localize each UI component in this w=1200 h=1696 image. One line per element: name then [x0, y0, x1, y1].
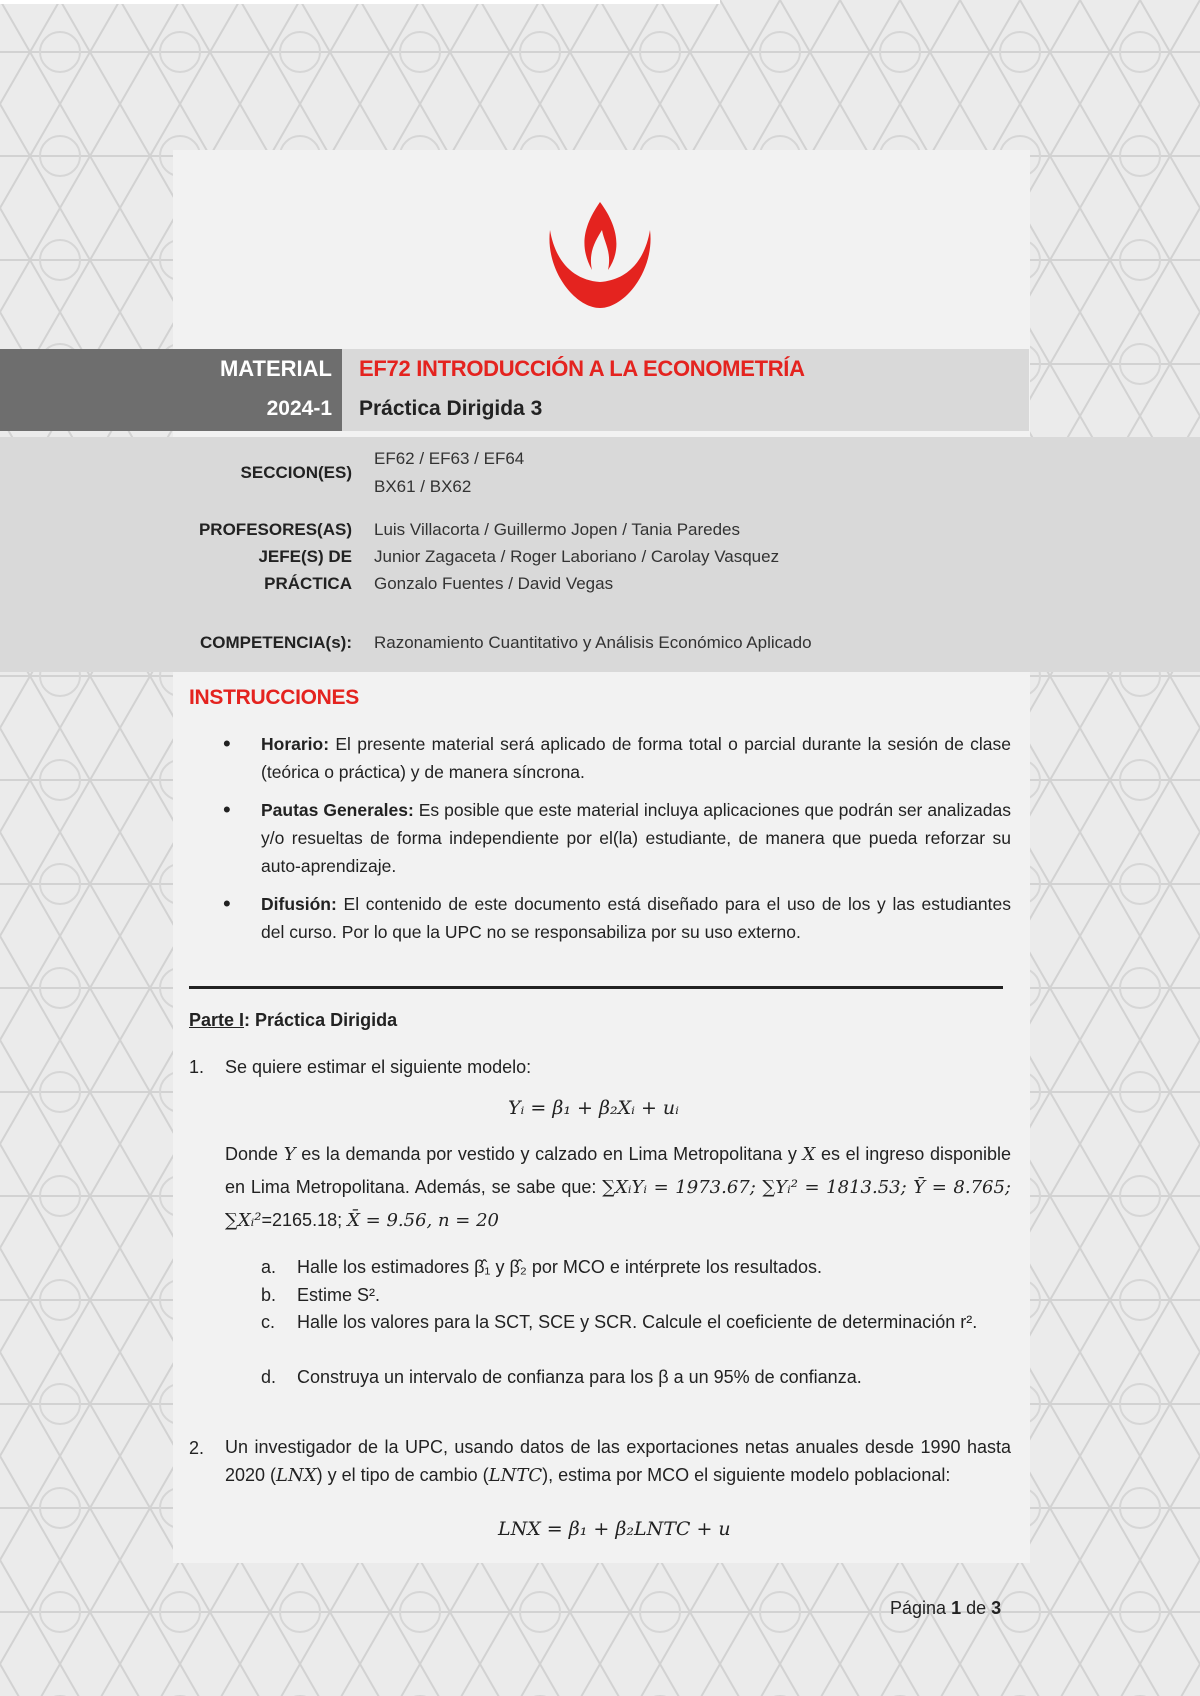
sections-line2: BX61 / BX62: [374, 477, 472, 496]
professors-names: Luis Villacorta / Guillermo Jopen / Tania Paredes: [374, 520, 741, 539]
professors-label: PROFESORES(AS): [198, 520, 352, 539]
q1-item-a: [225, 1254, 1011, 1282]
competence-value: Razonamiento Cuantitativo y Análisis Económico Aplicado: [374, 633, 812, 652]
footer-of-word: de: [961, 1598, 992, 1618]
footer-page-word: Página: [890, 1598, 952, 1618]
item-letter: a.: [261, 1257, 277, 1277]
part-label: Parte I: [189, 1010, 245, 1030]
year-label: 2024-1: [266, 397, 332, 420]
top-edge: [0, 0, 720, 4]
q1-data-2: =2165.18;: [261, 1210, 348, 1230]
item-letter: d.: [261, 1367, 277, 1387]
sections-line1: EF62 / EF63 / EF64: [374, 449, 525, 468]
material-label: MATERIAL: [219, 356, 332, 381]
instruction-item: [189, 796, 1011, 880]
part-title: : Práctica Dirigida: [244, 1010, 398, 1030]
section-divider: [189, 986, 1003, 989]
bullet-icon: •: [223, 797, 231, 822]
q1-item-c: [225, 1309, 1011, 1365]
sections-label: SECCION(ES): [240, 463, 352, 482]
q2-equation: LNX = β₁ + β₂LNTC + u: [498, 1518, 731, 1540]
q2-number: 2.: [189, 1438, 205, 1458]
practice-title: Práctica Dirigida 3: [359, 397, 543, 420]
q1-paragraph: [225, 1138, 1011, 1237]
instruction-text: Es posible que este material incluya aplicaciones que podrán ser analizadas y/o resueltas de forma independiente por el(la) estudiante, de manera que pueda reforzar su auto-aprendizaje.: [261, 800, 1011, 876]
bullet-icon: •: [223, 731, 231, 756]
item-letter: c.: [261, 1312, 276, 1332]
q1-item-d: [225, 1364, 1011, 1392]
q1-data-1: ∑XᵢYᵢ = 1973.67; ∑Yᵢ² = 1813.53; Ȳ = 8.765; ∑Xᵢ²: [225, 1177, 1011, 1231]
chiefs-line2: Gonzalo Fuentes / David Vegas: [374, 574, 614, 593]
q1-item-b: [225, 1282, 1011, 1310]
page-footer: [890, 1598, 1001, 1619]
instruction-item: [189, 730, 1011, 786]
q2-text-3: ), estima por MCO el siguiente modelo poblacional:: [542, 1465, 951, 1485]
q2-text-1: Un investigador de la UPC, usando datos de las exportaciones netas anuales desde 1990 hasta 2020 (: [225, 1437, 1011, 1485]
item-text: Construya un intervalo de confianza para los β a un 95% de confianza.: [297, 1367, 862, 1387]
instructions-title: INSTRUCCIONES: [189, 686, 359, 709]
instructions-list: [189, 730, 1011, 956]
q1-var-y: Y: [283, 1144, 296, 1165]
item-letter: b.: [261, 1285, 277, 1305]
instruction-item: [189, 890, 1011, 946]
q1-text-1: Donde: [225, 1144, 284, 1164]
instruction-text: El contenido de este documento está diseñado para el uso de los y las estudiantes del curso. Por lo que la UPC no se responsabiliza por su uso externo.: [261, 894, 1011, 942]
course-title: EF72 INTRODUCCIÓN A LA ECONOMETRÍA: [359, 356, 805, 381]
instruction-label: Difusión:: [261, 894, 337, 914]
q1-text-2: es la demanda por vestido y calzado en Lima Metropolitana y: [295, 1144, 803, 1164]
footer-page-total: 3: [991, 1598, 1002, 1618]
chiefs-label-2: PRÁCTICA: [264, 574, 352, 593]
competence-label: COMPETENCIA(s):: [199, 633, 352, 652]
bullet-icon: •: [223, 891, 231, 916]
upc-logo-icon: [540, 200, 660, 312]
chiefs-line1: Junior Zagaceta / Roger Laboriano / Carolay Vasquez: [374, 547, 780, 566]
instruction-text: El presente material será aplicado de forma total o parcial durante la sesión de clase (teórica o práctica) y de manera síncrona.: [261, 734, 1011, 782]
q2-paragraph: [225, 1433, 1011, 1490]
q2-var-lntc: LNTC: [488, 1465, 543, 1486]
q1-equation: Yᵢ = β₁ + β₂Xᵢ + uᵢ: [508, 1097, 679, 1119]
footer-page-number: 1: [951, 1598, 962, 1618]
instruction-label: Horario:: [261, 734, 330, 754]
q1-text-3: es el ingreso disponible en Lima Metropolitana. Además, se sabe que:: [225, 1144, 1012, 1197]
q1-number: 1.: [189, 1057, 205, 1077]
q1-var-x: X: [802, 1144, 816, 1165]
q1-intro: Se quiere estimar el siguiente modelo:: [225, 1057, 532, 1077]
part-heading: [189, 1010, 397, 1031]
q2-text-2: ) y el tipo de cambio (: [316, 1465, 489, 1485]
item-text: Estime S².: [297, 1285, 381, 1305]
chiefs-label-1: JEFE(S) DE: [258, 547, 352, 566]
q1-data-3: X̄ = 9.56, n = 20: [347, 1210, 499, 1231]
item-text: Halle los estimadores β̂₁ y β̂₂ por MCO e intérprete los resultados.: [297, 1257, 822, 1277]
item-text: Halle los valores para la SCT, SCE y SCR. Calcule el coeficiente de determinación r².: [297, 1312, 978, 1332]
instruction-label: Pautas Generales:: [261, 800, 414, 820]
q2-var-lnx: LNX: [276, 1465, 317, 1486]
